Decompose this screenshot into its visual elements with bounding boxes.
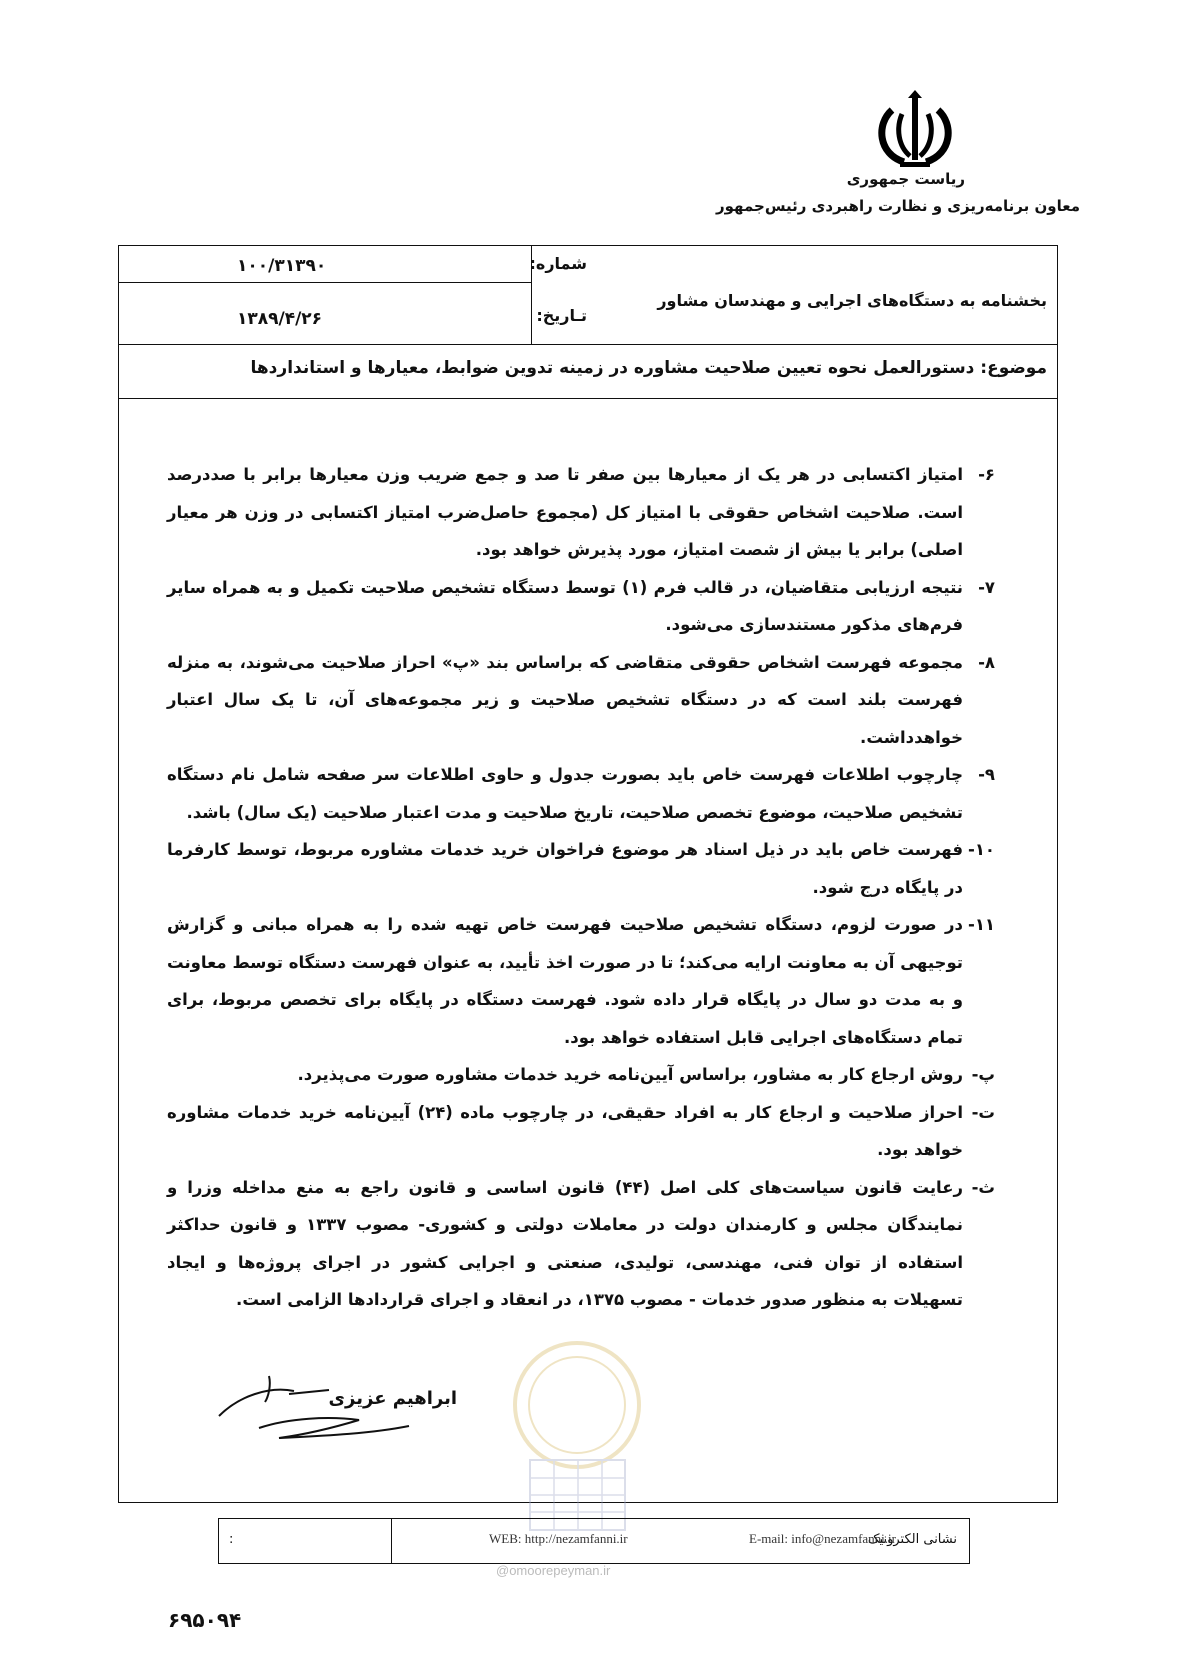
item-number: ۸- — [978, 652, 995, 672]
org-subtitle: معاون برنامه‌ریزی و نظارت راهبردی رئیس‌جمهور — [716, 197, 1080, 215]
list-item — [167, 569, 995, 644]
list-item — [167, 756, 995, 831]
item-number: پ- — [971, 1065, 995, 1084]
letter-frame — [118, 245, 1058, 1503]
addressee: بخشنامه به دستگاه‌های اجرایی و مهندسان مشاور — [657, 291, 1047, 310]
item-text: امتیاز اکتسابی در هر یک از معیارها بین صفر تا صد و جمع ضریب وزن معیارها برابر با صددرصد است. صلاحیت اشخاص حقوقی با امتیاز کل (مجموع حاصل‌ضرب امتیاز اکتسابی در وزن هر معیار اصلی) برابر یا بیش از شصت امتیاز، مورد پذیرش خواهد بود. — [167, 465, 963, 559]
document-number: ۶۹۵۰۹۴ — [168, 1608, 242, 1632]
item-number: ۱۰- — [967, 840, 995, 859]
item-number: ت- — [971, 1102, 995, 1122]
list-item — [167, 1169, 995, 1319]
meta-divider — [119, 344, 1057, 345]
letter-body — [167, 456, 995, 1319]
item-text: رعایت قانون سیاست‌های کلی اصل (۴۴) قانون اساسی و قانون راجع به منع مداخله وزرا و نمایندگان مجلس و کارمندان دولت در معاملات دولتی و کشوری- مصوب ۱۳۳۷ و قانون حداکثر استفاده از توان فنی، مهندسی، تولیدی، صنعتی و اجرایی کشور در اجرای پروژه‌ها و ایجاد تسهیلات به منظور صدور خدمات - مصوب ۱۳۷۵، در انعقاد و اجرای قراردادها الزامی است. — [167, 1177, 963, 1309]
date-value: ۱۳۸۹/۴/۲۶ — [237, 309, 323, 329]
item-text: مجموعه فهرست اشخاص حقوقی متقاضی که براساس بند «پ» احراز صلاحیت می‌شوند، به منزله فهرست بلند است که در دستگاه تشخیص صلاحیت و زیر مجموعه‌های آن، تا یک سال اعتبار خواهدداشت. — [167, 652, 963, 747]
item-text: در صورت لزوم، دستگاه تشخیص صلاحیت فهرست خاص تهیه شده را به همراه مبانی و گزارش توجیهی آن به معاونت ارایه می‌کند؛ تا در صورت اخذ تأیید، به عنوان فهرست دستگاه توسط معاونت و به مدت دو سال در پایگاه قرار داده شود. فهرست دستگاه در پایگاه برای تخصص مربوط، برای تمام دستگاه‌های اجرایی قابل استفاده خواهد بود. — [167, 915, 963, 1047]
org-title: ریاست جمهوری — [846, 170, 965, 188]
item-text: احراز صلاحیت و ارجاع کار به افراد حقیقی، در چارچوب ماده (۲۴) آیین‌نامه خرید خدمات مشاوره خواهد بود. — [167, 1102, 964, 1159]
iran-emblem-icon — [870, 90, 960, 170]
list-item — [167, 906, 995, 1056]
list-item — [167, 644, 995, 757]
email-address-label: نشانی الکترونیک — [867, 1532, 957, 1547]
item-number: ۹- — [978, 765, 995, 784]
footer-divider — [391, 1519, 392, 1563]
signature — [199, 1356, 439, 1466]
item-number: ۱۱- — [967, 915, 995, 934]
watermark-site-text: @omoorepeyman.ir — [496, 1563, 611, 1578]
watermark-seal-icon — [490, 1335, 665, 1545]
number-label: شماره: — [529, 254, 587, 273]
list-item — [167, 456, 995, 569]
footer-bar — [218, 1518, 970, 1564]
number-date-divider — [119, 282, 531, 283]
item-text: فهرست خاص باید در ذیل اسناد هر موضوع فراخوان خرید خدمات مشاوره مربوط، توسط کارفرما در پایگاه درج شود. — [167, 840, 963, 897]
list-item — [167, 1056, 995, 1094]
list-item — [167, 1094, 995, 1169]
email-address-box: : — [229, 1532, 234, 1547]
signatory-name: ابراهیم عزیزی — [328, 1388, 457, 1409]
subject-divider — [119, 398, 1057, 399]
item-number: ث- — [971, 1177, 995, 1197]
item-number: ۷- — [978, 577, 995, 597]
item-text: نتیجه ارزیابی متقاضیان، در قالب فرم (۱) توسط دستگاه تشخیص صلاحیت تکمیل و به همراه سایر فرم‌های مذکور مستندسازی می‌شود. — [167, 577, 963, 634]
date-label: تـاریخ: — [536, 306, 587, 325]
item-text: روش ارجاع کار به مشاور، براساس آیین‌نامه خرید خدمات مشاوره صورت می‌پذیرد. — [297, 1065, 963, 1084]
number-value: ۱۰۰/۳۱۳۹۰ — [237, 256, 327, 276]
item-text: چارچوب اطلاعات فهرست خاص باید بصورت جدول و حاوی اطلاعات سر صفحه شامل نام دستگاه تشخیص صلاحیت، موضوع تخصص صلاحیت، تاریخ صلاحیت و مدت اعتبار صلاحیت (یک سال) باشد. — [167, 765, 963, 822]
list-item — [167, 831, 995, 906]
email-link[interactable]: E-mail: info@nezamfanni.ir — [749, 1531, 896, 1546]
subject-line: موضوع: دستورالعمل نحوه تعیین صلاحیت مشاوره در زمینه تدوین ضوابط، معیارها و استانداردها — [250, 358, 1047, 378]
item-number: ۶- — [978, 465, 995, 484]
website-link[interactable]: WEB: http://nezamfanni.ir — [489, 1531, 628, 1546]
